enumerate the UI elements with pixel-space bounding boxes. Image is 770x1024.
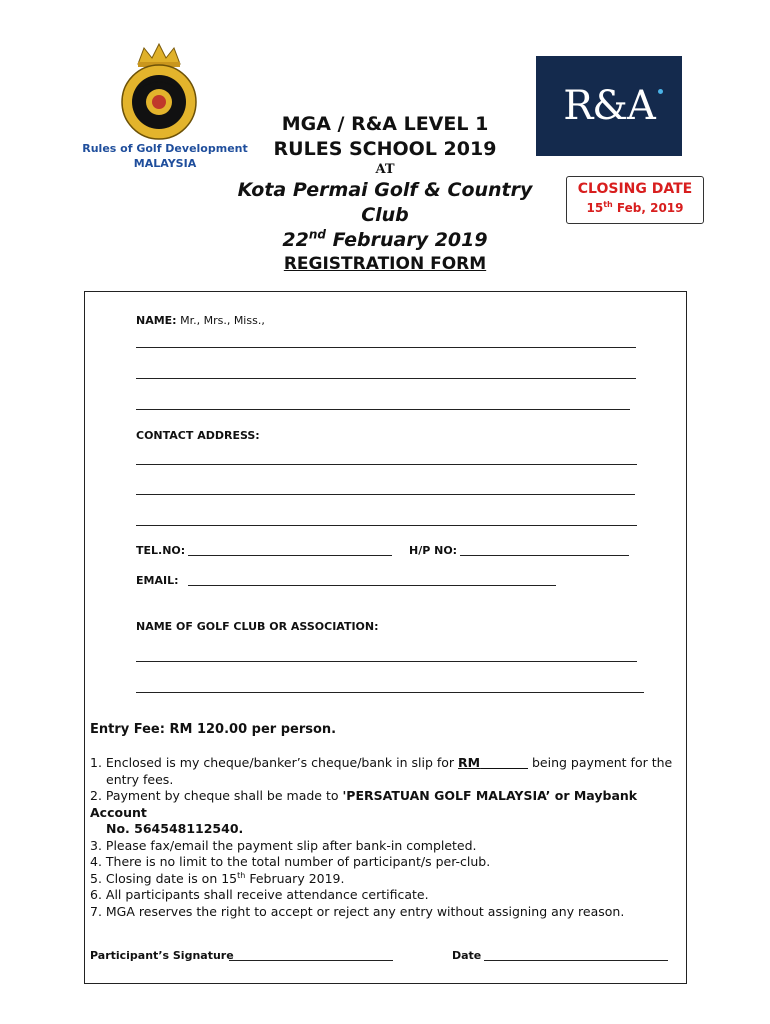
term-2-account: No. 564548112540.	[106, 821, 244, 836]
contact-address-label: CONTACT ADDRESS:	[136, 429, 260, 442]
term-2-text-a: 2. Payment by cheque shall be made to	[90, 788, 343, 803]
ra-logo-wordmark	[563, 83, 655, 129]
participant-signature-label: Participant’s Signature	[90, 949, 234, 962]
term-1-amount	[458, 755, 528, 770]
closing-date-value	[567, 199, 703, 217]
hp-input-line[interactable]	[460, 555, 629, 556]
name-options: Mr., Mrs., Miss.,	[176, 314, 265, 327]
ra-logo-dot-icon	[658, 89, 663, 94]
venue-name: Kota Permai Golf & Country Club	[237, 179, 533, 226]
term-1-rm: RM	[458, 755, 481, 770]
golf-club-label: NAME OF GOLF CLUB OR ASSOCIATION:	[136, 620, 379, 633]
registration-form-heading: REGISTRATION FORM	[283, 254, 487, 274]
club-line-1[interactable]	[136, 661, 637, 662]
name-label: NAME:	[136, 314, 177, 327]
name-label-row	[136, 313, 265, 328]
term-2-text-b: 'PERSATUAN GOLF MALAYSIA’ or Maybank Account	[90, 788, 638, 820]
title-line-1: MGA / R&A LEVEL 1	[281, 113, 489, 135]
ra-logo	[536, 56, 682, 156]
list-item: 7. MGA reserves the right to accept or reject any entry without assigning any reason.	[90, 903, 625, 919]
name-line-2[interactable]	[136, 378, 636, 379]
list-item	[90, 788, 680, 838]
term-5-sup: th	[237, 870, 246, 880]
address-line-3[interactable]	[136, 525, 637, 526]
venue-and-date	[220, 178, 550, 253]
name-line-1[interactable]	[136, 347, 636, 348]
logo-caption	[80, 141, 250, 171]
name-line-3[interactable]	[136, 409, 630, 410]
signature-input-line[interactable]	[229, 960, 393, 961]
ra-logo-text: R&A	[563, 83, 655, 129]
date-input-line[interactable]	[484, 960, 668, 961]
closing-date-rest: Feb, 2019	[612, 201, 684, 215]
list-item	[90, 871, 680, 888]
event-title	[235, 112, 535, 179]
logo-caption-line1: Rules of Golf Development	[82, 142, 248, 155]
closing-date-suffix: th	[603, 200, 613, 209]
club-line-2[interactable]	[136, 692, 644, 693]
event-date-day: 22	[282, 229, 309, 251]
event-date-suffix: nd	[308, 227, 326, 242]
entry-fee: Entry Fee: RM 120.00 per person.	[90, 722, 337, 737]
list-item	[90, 755, 680, 788]
closing-date-day: 15	[586, 201, 604, 215]
tel-input-line[interactable]	[188, 555, 392, 556]
term-1-text-a: 1. Enclosed is my cheque/banker’s cheque/bank in slip for	[90, 755, 459, 770]
closing-date-title: CLOSING DATE	[577, 181, 693, 197]
address-line-1[interactable]	[136, 464, 637, 465]
address-line-2[interactable]	[136, 494, 635, 495]
terms-list	[90, 755, 680, 920]
tel-label: TEL.NO:	[136, 544, 186, 557]
term-1-text-b: being payment for the	[528, 755, 673, 770]
title-at: AT	[375, 162, 395, 177]
term-5-text-b: February 2019.	[245, 870, 345, 886]
hp-label: H/P NO:	[409, 544, 458, 557]
title-line-2: RULES SCHOOL 2019	[273, 138, 497, 160]
email-label: EMAIL:	[136, 574, 179, 587]
list-item: 6. All participants shall receive attendance certificate.	[90, 887, 429, 902]
logo-caption-line2: MALAYSIA	[133, 157, 197, 170]
event-date	[220, 228, 550, 253]
closing-date-box	[566, 176, 704, 224]
list-item: 4. There is no limit to the total number of participant/s per-club.	[90, 854, 491, 869]
event-date-rest: February 2019	[326, 229, 488, 251]
email-input-line[interactable]	[188, 585, 556, 586]
term-5-text-a: 5. Closing date is on 15	[90, 870, 238, 886]
list-item: 3. Please fax/email the payment slip after bank-in completed.	[90, 837, 477, 853]
term-1-text-c: entry fees.	[106, 771, 174, 787]
mga-seal-logo	[116, 42, 202, 142]
date-label: Date	[452, 949, 482, 962]
